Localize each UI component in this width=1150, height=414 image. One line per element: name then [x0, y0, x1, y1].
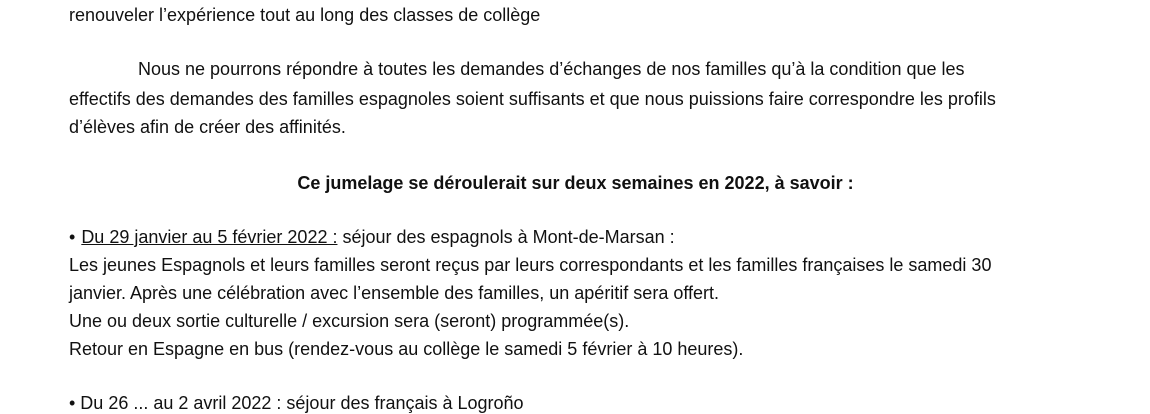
paragraph-line: d’élèves afin de créer des affinités.	[69, 117, 346, 137]
bullet-title: séjour des espagnols à Mont-de-Marsan :	[337, 227, 675, 247]
paragraph-line: Les jeunes Espagnols et leurs familles seront reçus par leurs correspondants et les familles françaises le samedi 30	[69, 255, 992, 275]
date-range: Du 29 janvier au 5 février 2022 :	[81, 227, 338, 247]
paragraph-line: renouveler l’expérience tout au long des classes de collège	[69, 5, 541, 25]
paragraph-line: • Du 26 ... au 2 avril 2022 : séjour des français à Logroño	[69, 393, 524, 413]
paragraph-line: effectifs des demandes des familles espagnoles soient suffisants et que nous puissions faire correspondre les profils	[69, 89, 996, 109]
bullet-icon: •	[69, 227, 76, 247]
section-heading: Ce jumelage se déroulerait sur deux semaines en 2022, à savoir :	[297, 173, 854, 193]
paragraph-line: Retour en Espagne en bus (rendez-vous au collège le samedi 5 février à 10 heures).	[69, 339, 744, 359]
paragraph-line: Une ou deux sortie culturelle / excursion sera (seront) programmée(s).	[69, 311, 630, 331]
bullet-line	[69, 226, 675, 248]
paragraph-line: janvier. Après une célébration avec l’ensemble des familles, un apéritif sera offert.	[69, 283, 720, 303]
paragraph-line: Nous ne pourrons répondre à toutes les demandes d’échanges de nos familles qu’à la condition que les	[138, 59, 965, 79]
